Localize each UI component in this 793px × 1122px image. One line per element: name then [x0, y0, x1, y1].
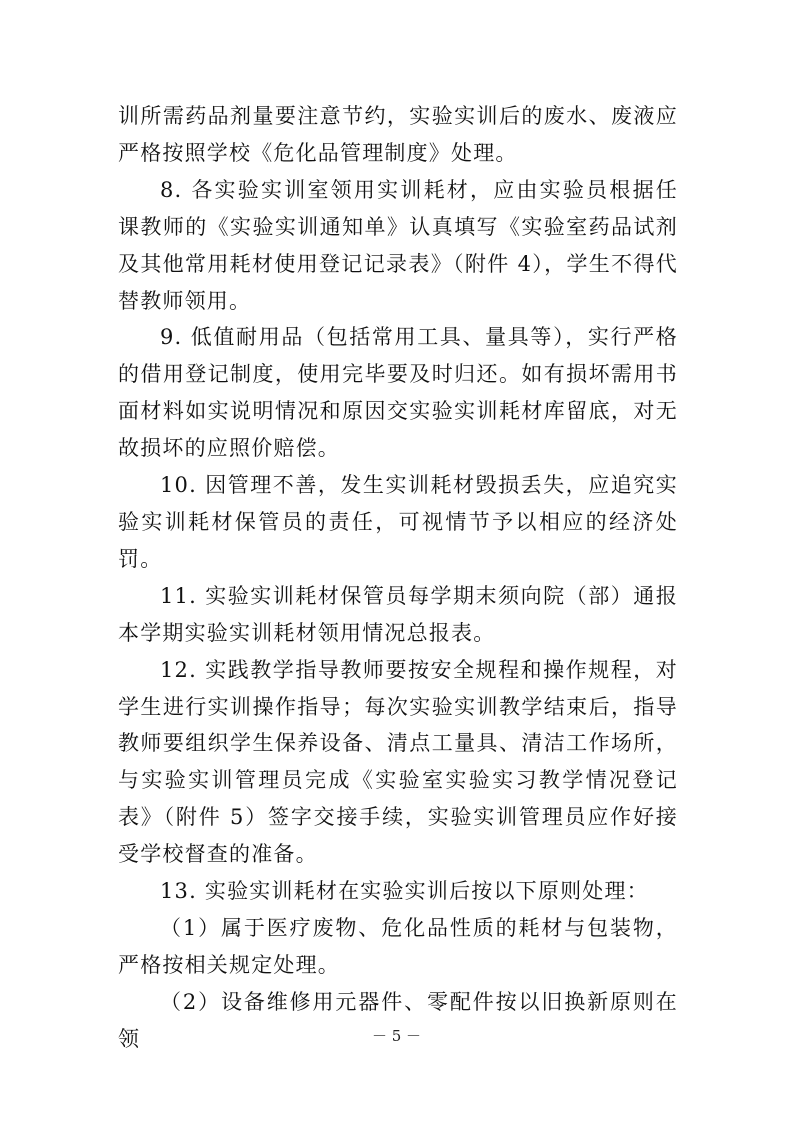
paragraph-item-13: 13. 实验实训耗材在实验实训后按以下原则处理： [160, 879, 649, 904]
paragraph-subitem-2: （2）设备维修用元器件、零配件按以旧换新原则在领 [118, 989, 678, 1051]
paragraph-continuation: 训所需药品剂量要注意节约，实验实训后的废水、废液应严格按照学校《危化品管理制度》处理。 [118, 104, 678, 165]
paragraph-item-10: 10. 因管理不善，发生实训耗材毁损丢失，应追究实验实训耗材保管员的责任，可视情节予以相应的经济处罚。 [118, 473, 678, 571]
page-number: － 5 － [371, 1027, 422, 1045]
paragraph-item-11: 11. 实验实训耗材保管员每学期末须向院（部）通报本学期实验实训耗材领用情况总报表。 [118, 583, 678, 645]
paragraph-item-9: 9. 低值耐用品（包括常用工具、量具等），实行严格的借用登记制度，使用完毕要及时归还。如有损坏需用书面材料如实说明情况和原因交实验实训耗材库留底，对无故损坏的应照价赔偿。 [118, 325, 678, 461]
paragraph-item-8: 8. 各实验实训室领用实训耗材，应由实验员根据任课教师的《实验实训通知单》认真填写《实验室药品试剂及其他常用耗材使用登记记录表》（附件 4），学生不得代替教师领用。 [118, 177, 678, 313]
paragraph-item-12: 12. 实践教学指导教师要按安全规程和操作规程，对学生进行实训操作指导；每次实验实训教学结束后，指导教师要组织学生保养设备、清点工量具、清洁工作场所，与实验实训管理员完成《实验室实验实习教学情况登记表》（附件 5）签字交接手续，实验实训管理员应作好接受学校督查的准备。 [118, 657, 678, 867]
document-body [118, 98, 678, 1058]
paragraph-subitem-1: （1）属于医疗废物、危化品性质的耗材与包装物，严格按相关规定处理。 [118, 915, 678, 977]
